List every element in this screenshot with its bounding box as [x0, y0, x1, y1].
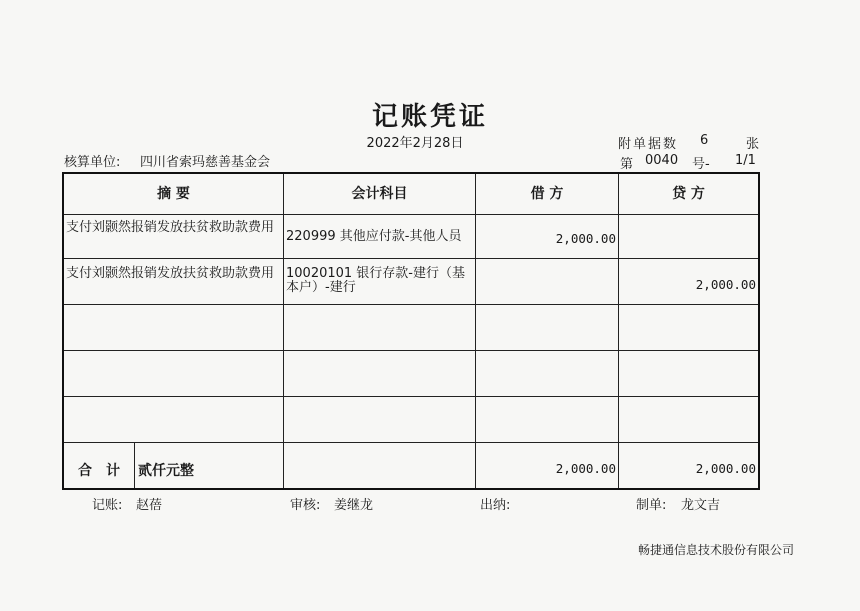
voucher-date: 2022年2月28日 — [366, 136, 464, 151]
software-vendor: 畅捷通信息技术股份有限公司 — [637, 543, 794, 557]
total-credit: 2,000.00 — [695, 461, 756, 476]
grid-line — [64, 258, 758, 259]
cashier-label: 出纳: — [480, 498, 511, 513]
total-amount-words: 贰仟元整 — [138, 463, 194, 479]
voucher-number-prefix: 第 — [620, 157, 634, 172]
grid-line — [134, 442, 135, 488]
row-1-account: 220999 其他应付款-其他人员 — [286, 229, 462, 244]
row-1-debit: 2,000.00 — [555, 231, 616, 246]
grid-line — [64, 214, 758, 215]
voucher-number: 0040 — [645, 153, 679, 168]
header-debit: 借 方 — [530, 186, 564, 202]
voucher-table — [62, 172, 760, 490]
voucher-page: 1/1 — [735, 153, 756, 168]
bookkeeper-label: 记账: — [92, 498, 123, 513]
unit-value: 四川省索玛慈善基金会 — [140, 155, 271, 170]
unit-label: 核算单位: — [64, 155, 121, 170]
grid-line — [64, 350, 758, 351]
voucher-number-suffix: 号- — [692, 157, 710, 172]
grid-line — [64, 304, 758, 305]
row-1-summary: 支付刘颢然报销发放扶贫救助款费用 — [66, 220, 275, 235]
total-debit: 2,000.00 — [555, 461, 616, 476]
header-summary: 摘 要 — [157, 186, 190, 202]
attachments-count: 6 — [700, 133, 709, 148]
header-credit: 贷 方 — [672, 186, 705, 202]
preparer-label: 制单: — [636, 498, 667, 513]
grid-line — [475, 174, 476, 488]
grid-line — [64, 396, 758, 397]
row-2-account: 10020101 银行存款-建行（基本户）-建行 — [286, 266, 465, 295]
header-account: 会计科目 — [351, 186, 408, 202]
bookkeeper-name: 赵蓓 — [136, 498, 163, 513]
reviewer-name: 姜继龙 — [334, 498, 374, 513]
grid-line — [618, 174, 619, 488]
preparer-name: 龙文吉 — [681, 498, 721, 513]
reviewer-label: 审核: — [290, 498, 321, 513]
attachments-unit: 张 — [746, 137, 760, 152]
row-2-credit: 2,000.00 — [695, 277, 756, 292]
attachments-label: 附单据数 — [618, 137, 679, 152]
total-label: 合计 — [78, 463, 134, 479]
voucher-title: 记账凭证 — [371, 102, 488, 132]
row-2-summary: 支付刘颢然报销发放扶贫救助款费用 — [66, 266, 275, 281]
grid-line — [283, 174, 284, 488]
grid-line — [64, 442, 758, 443]
